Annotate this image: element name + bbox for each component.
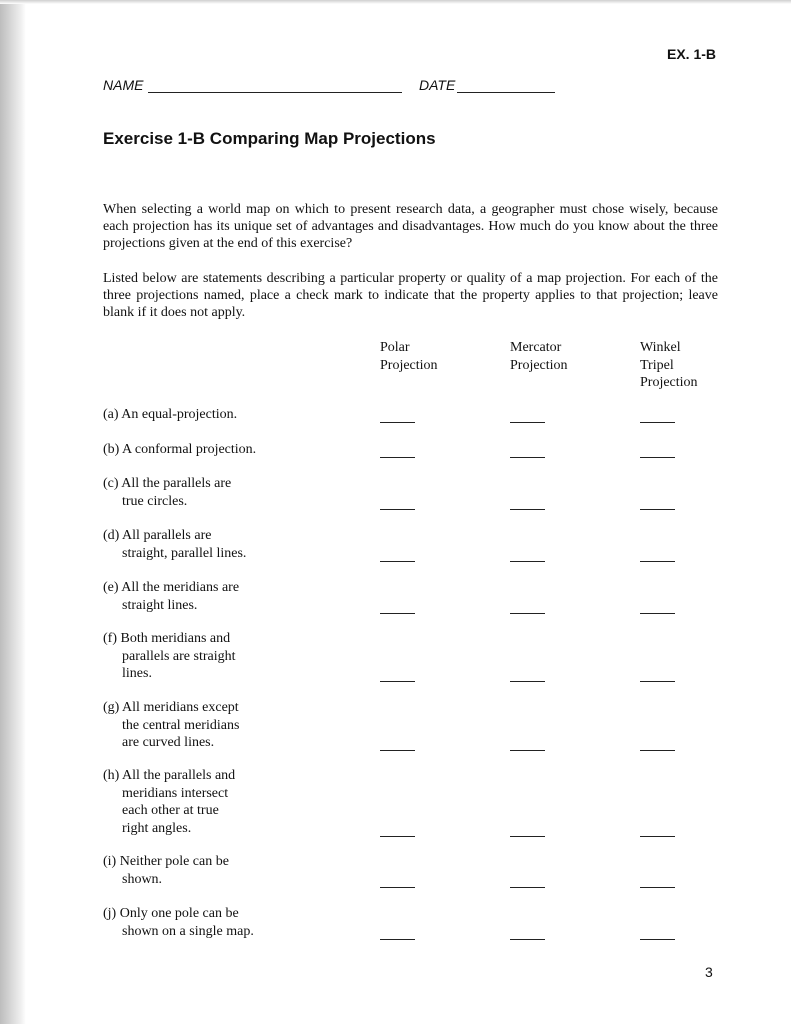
statement-text: (e) All the meridians are	[103, 580, 240, 595]
column-header-mercator	[510, 339, 610, 374]
statement-text: true circles.	[122, 493, 188, 509]
column-header-line: Projection	[640, 375, 698, 390]
statement-text: right angles.	[122, 820, 192, 836]
polar-answer-blank[interactable]	[380, 457, 415, 458]
column-header-line: Mercator	[510, 340, 562, 355]
statement-item	[103, 406, 303, 424]
polar-answer-blank[interactable]	[380, 561, 415, 562]
mercator-answer-blank[interactable]	[510, 457, 545, 458]
scan-shadow	[0, 0, 26, 1024]
mercator-answer-blank[interactable]	[510, 836, 545, 837]
intro-paragraph: When selecting a world map on which to present research data, a geographer must chose wisely, because each projection has its unique set of advantages and disadvantages. How much do you know about the three projections given at the end of this exercise?	[103, 202, 718, 251]
winkel-tripel-answer-blank[interactable]	[640, 613, 675, 614]
column-header-line: Projection	[380, 357, 438, 373]
polar-answer-blank[interactable]	[380, 613, 415, 614]
statement-text: (d) All parallels are	[103, 528, 212, 543]
statement-text: (h) All the parallels and	[103, 768, 236, 783]
statement-text: (c) All the parallels are	[103, 476, 232, 491]
statement-item	[103, 527, 303, 562]
winkel-tripel-answer-blank[interactable]	[640, 561, 675, 562]
statement-text: the central meridians	[122, 717, 240, 733]
column-header-winkel-tripel	[640, 339, 740, 392]
column-header-line: Polar	[380, 340, 410, 355]
statement-text: shown on a single map.	[122, 923, 254, 939]
column-header-line: Winkel	[640, 340, 681, 355]
statement-text: straight, parallel lines.	[122, 545, 247, 561]
statement-item	[103, 699, 303, 752]
statement-text: (g) All meridians except	[103, 700, 239, 715]
polar-answer-blank[interactable]	[380, 509, 415, 510]
winkel-tripel-answer-blank[interactable]	[640, 509, 675, 510]
statement-item	[103, 853, 303, 888]
statement-item	[103, 905, 303, 940]
statement-text: lines.	[122, 666, 152, 681]
mercator-answer-blank[interactable]	[510, 681, 545, 682]
statement-text: straight lines.	[122, 597, 198, 613]
statement-item	[103, 441, 303, 459]
polar-answer-blank[interactable]	[380, 887, 415, 888]
winkel-tripel-answer-blank[interactable]	[640, 887, 675, 888]
date-label: DATE	[419, 77, 456, 93]
statement-item	[103, 475, 303, 510]
polar-answer-blank[interactable]	[380, 836, 415, 837]
statement-text: parallels are straight	[122, 648, 236, 664]
winkel-tripel-answer-blank[interactable]	[640, 939, 675, 940]
polar-answer-blank[interactable]	[380, 750, 415, 751]
date-field[interactable]	[457, 92, 555, 93]
polar-answer-blank[interactable]	[380, 939, 415, 940]
winkel-tripel-answer-blank[interactable]	[640, 457, 675, 458]
winkel-tripel-answer-blank[interactable]	[640, 836, 675, 837]
column-header-line: Tripel	[640, 357, 674, 373]
mercator-answer-blank[interactable]	[510, 422, 545, 423]
scan-edge	[0, 0, 791, 4]
mercator-answer-blank[interactable]	[510, 939, 545, 940]
statement-text: (j) Only one pole can be	[103, 906, 239, 921]
winkel-tripel-answer-blank[interactable]	[640, 422, 675, 423]
mercator-answer-blank[interactable]	[510, 561, 545, 562]
column-header-line: Projection	[510, 357, 568, 373]
statement-text: (f) Both meridians and	[103, 631, 231, 646]
instructions-paragraph: Listed below are statements describing a particular property or quality of a map projection. For each of the three projections named, place a check mark to indicate that the property applies to that projection; leave blank if it does not apply.	[103, 271, 718, 320]
statement-text: (a) An equal-projection.	[103, 407, 238, 422]
column-header-polar	[380, 339, 480, 374]
mercator-answer-blank[interactable]	[510, 887, 545, 888]
statement-text: (b) A conformal projection.	[103, 442, 257, 457]
page-number: 3	[705, 964, 713, 980]
statement-text: (i) Neither pole can be	[103, 854, 229, 869]
mercator-answer-blank[interactable]	[510, 613, 545, 614]
statement-text: each other at true	[122, 803, 219, 818]
statement-text: are curved lines.	[122, 735, 215, 750]
winkel-tripel-answer-blank[interactable]	[640, 750, 675, 751]
statement-text: shown.	[122, 871, 163, 887]
winkel-tripel-answer-blank[interactable]	[640, 681, 675, 682]
polar-answer-blank[interactable]	[380, 681, 415, 682]
mercator-answer-blank[interactable]	[510, 509, 545, 510]
statement-text: meridians intersect	[122, 785, 229, 801]
statement-item	[103, 630, 303, 683]
statement-item	[103, 767, 303, 837]
page-title: Exercise 1-B Comparing Map Projections	[103, 129, 436, 148]
statement-item	[103, 579, 303, 614]
name-label: NAME	[103, 77, 144, 93]
name-field[interactable]	[148, 92, 402, 93]
exercise-number: EX. 1-B	[667, 46, 717, 62]
mercator-answer-blank[interactable]	[510, 750, 545, 751]
polar-answer-blank[interactable]	[380, 422, 415, 423]
